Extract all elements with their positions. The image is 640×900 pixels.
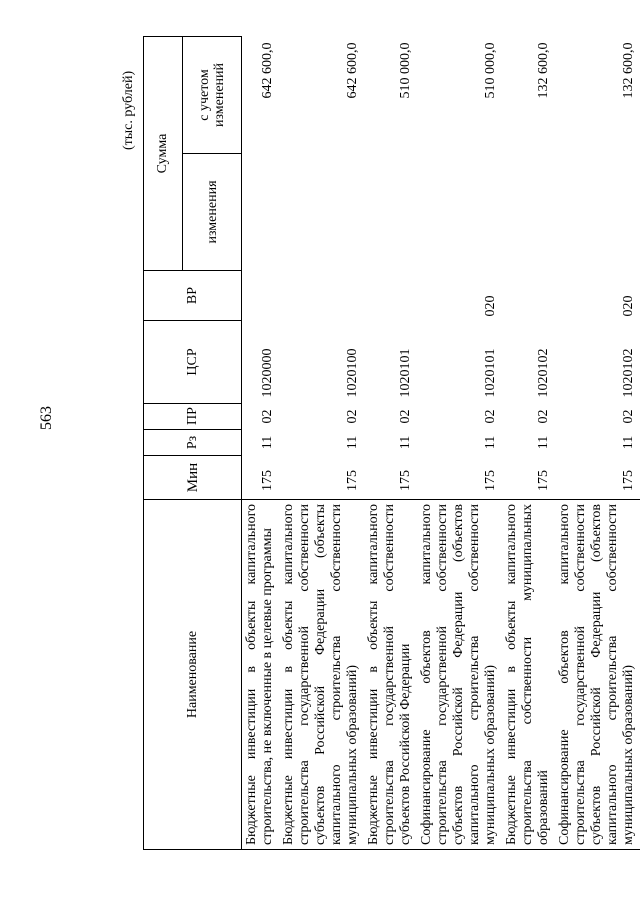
table-row	[417, 37, 502, 850]
cell-pr: 02	[398, 409, 413, 424]
cell-csr: 1020100	[345, 348, 360, 398]
table-row	[279, 37, 364, 850]
header-changes: изменения	[183, 154, 242, 271]
cell-rz: 11	[621, 435, 636, 450]
header-pr: ПР	[144, 404, 242, 430]
cell-min: 175	[398, 470, 413, 491]
cell-changes	[417, 154, 502, 271]
page-number: 563	[38, 406, 55, 430]
cell-name: Бюджетные инвестиции в объекты капитального строительства, не включенные в целевые программы	[242, 500, 280, 850]
cell-vr	[279, 271, 364, 321]
cell-min: 175	[483, 470, 498, 491]
cell-vr	[242, 271, 280, 321]
cell-min: 175	[260, 470, 275, 491]
cell-changes	[364, 154, 417, 271]
cell-with-changes: 642 600,0	[260, 42, 275, 99]
cell-vr	[502, 271, 555, 321]
cell-name: Софинансирование объектов капитального строительства государственной собственности субъектов Российской Федерации (объектов капитального строительства собственности муниципальных образований)	[417, 500, 502, 850]
units-label: (тыс. рублей)	[121, 70, 136, 150]
cell-csr: 1020101	[483, 348, 498, 398]
cell-pr: 02	[536, 409, 551, 424]
table-body	[242, 37, 640, 850]
cell-changes	[502, 154, 555, 271]
cell-changes	[555, 154, 640, 271]
table-row	[364, 37, 417, 850]
cell-min: 175	[536, 470, 551, 491]
header-sum: Сумма	[144, 37, 183, 271]
cell-min: 175	[345, 470, 360, 491]
cell-rz: 11	[536, 435, 551, 450]
cell-csr: 1020000	[260, 348, 275, 398]
cell-name: Бюджетные инвестиции в объекты капитального строительства государственной собственности субъектов Российской Федерации	[364, 500, 417, 850]
cell-vr	[364, 271, 417, 321]
cell-vr: 020	[483, 295, 498, 317]
cell-rz: 11	[260, 435, 275, 450]
cell-pr: 02	[621, 409, 636, 424]
cell-with-changes: 510 000,0	[483, 42, 498, 99]
budget-table	[143, 36, 640, 850]
header-with-changes: с учетом изменений	[183, 37, 242, 154]
cell-with-changes: 642 600,0	[345, 42, 360, 99]
cell-changes	[279, 154, 364, 271]
table-row	[502, 37, 555, 850]
cell-with-changes: 132 600,0	[621, 42, 636, 99]
cell-vr: 020	[621, 295, 636, 317]
cell-csr: 1020102	[621, 348, 636, 398]
header-name: Наименование	[144, 500, 242, 850]
cell-rz: 11	[483, 435, 498, 450]
cell-name: Софинансирование объектов капитального строительства государственной собственности субъектов Российской Федерации (объектов капитального строительства собственности муниципальных образований)	[555, 500, 640, 850]
cell-rz: 11	[398, 435, 413, 450]
cell-changes	[242, 154, 280, 271]
cell-with-changes: 510 000,0	[398, 42, 413, 99]
cell-with-changes: 132 600,0	[536, 42, 551, 99]
cell-name: Бюджетные инвестиции в объекты капитального строительства собственности муниципальных образований	[502, 500, 555, 850]
cell-min: 175	[621, 470, 636, 491]
cell-rz: 11	[345, 435, 360, 450]
header-csr: ЦСР	[144, 321, 242, 404]
cell-pr: 02	[260, 409, 275, 424]
cell-pr: 02	[483, 409, 498, 424]
cell-csr: 1020101	[398, 348, 413, 398]
cell-pr: 02	[345, 409, 360, 424]
header-vr: ВР	[144, 271, 242, 321]
cell-csr: 1020102	[536, 348, 551, 398]
header-min: Мин	[144, 456, 242, 500]
table-row	[555, 37, 640, 850]
cell-name: Бюджетные инвестиции в объекты капитального строительства государственной собственности субъектов Российской Федерации (объекты капитального строительства собственности муниципальных образований)	[279, 500, 364, 850]
table-row	[242, 37, 280, 850]
header-rz: Рз	[144, 430, 242, 456]
